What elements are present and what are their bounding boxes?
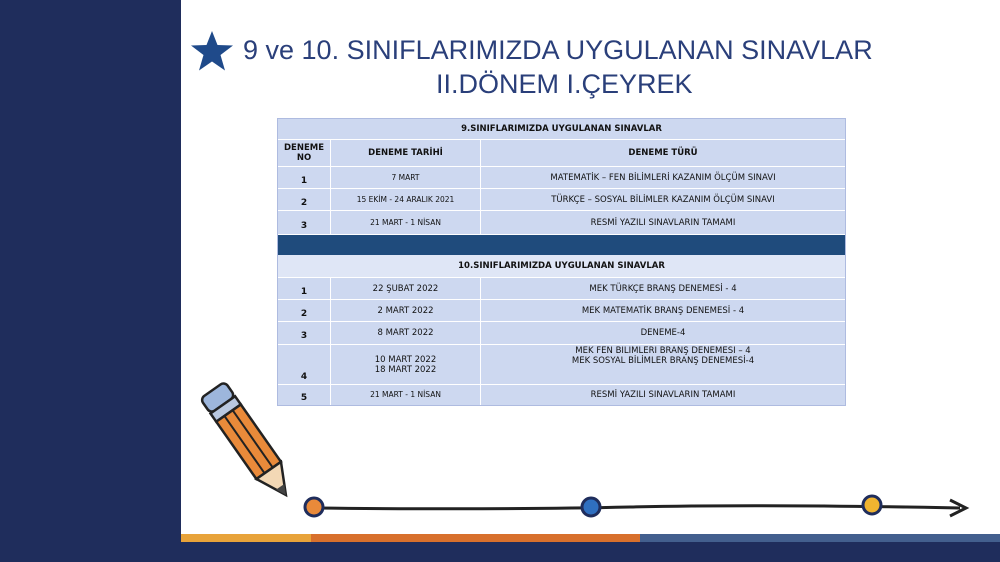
- table-row: [278, 385, 845, 405]
- row-no: 3: [278, 211, 331, 234]
- table-row: [278, 167, 845, 189]
- section10-title-row: [278, 255, 845, 278]
- table-row: [278, 211, 845, 235]
- exam-table: [277, 118, 846, 406]
- row-type: MEK TÜRKÇE BRANŞ DENEMESİ - 4: [589, 283, 737, 294]
- row-date: 8 MART 2022: [331, 322, 481, 344]
- row-no: 3: [278, 322, 331, 344]
- row-date: 21 MART - 1 NİSAN: [331, 211, 481, 234]
- row-date-line2: 18 MART 2022: [374, 364, 437, 375]
- section9-title: 9.SINIFLARIMIZDA UYGULANAN SINAVLAR: [461, 124, 662, 134]
- section9-title-row: [278, 119, 845, 140]
- section10-title: 10.SINIFLARIMIZDA UYGULANAN SINAVLAR: [458, 261, 665, 271]
- header-type: DENEME TÜRÜ: [628, 148, 698, 158]
- table-row: [278, 278, 845, 300]
- header-date: DENEME TARİHİ: [331, 140, 481, 166]
- table-row: [278, 300, 845, 322]
- section-separator: [278, 235, 845, 255]
- row-type: RESMİ YAZILI SINAVLARIN TAMAMI: [590, 390, 736, 400]
- left-sidebar: [0, 0, 181, 562]
- row-date: 2 MART 2022: [331, 300, 481, 321]
- star-icon: [190, 30, 234, 72]
- row-date: 22 ŞUBAT 2022: [331, 278, 481, 299]
- row-no: 1: [278, 278, 331, 299]
- row-type-line1: MEK FEN BILIMLERI BRANŞ DENEMESI – 4: [575, 346, 751, 356]
- row-type: DENEME-4: [640, 328, 686, 338]
- bottom-color-bar: [181, 534, 1000, 562]
- row-no: 5: [278, 385, 331, 405]
- row-type-line2: MEK SOSYAL BİLİMLER BRANŞ DENEMESİ-4: [571, 356, 755, 366]
- row-type: TÜRKÇE – SOSYAL BİLİMLER KAZANIM ÖLÇÜM SINAVI: [551, 194, 775, 205]
- row-no: 4: [278, 345, 331, 384]
- table-row: [278, 345, 845, 385]
- row-date: [331, 345, 481, 384]
- row-type: [481, 345, 845, 384]
- row-type: RESMİ YAZILI SINAVLARIN TAMAMI: [590, 217, 736, 228]
- header-no-line2: NO: [296, 153, 312, 163]
- timeline-arrow: [300, 490, 980, 530]
- row-date: 21 MART - 1 NİSAN: [331, 385, 481, 405]
- header-no-line1: DENEME: [283, 143, 325, 153]
- row-date: 7 MART: [331, 167, 481, 188]
- row-date: 15 EKİM - 24 ARALIK 2021: [331, 189, 481, 210]
- table-row: [278, 189, 845, 211]
- row-no: 2: [278, 189, 331, 210]
- row-no: 1: [278, 167, 331, 188]
- header-row: [278, 140, 845, 167]
- row-type: MATEMATİK – FEN BİLİMLERİ KAZANIM ÖLÇÜM SINAVI: [550, 172, 776, 183]
- header-no: [278, 140, 331, 166]
- title-line-2: II.DÖNEM I.ÇEYREK: [436, 69, 693, 99]
- pencil-icon: [190, 370, 310, 515]
- table-row: [278, 322, 845, 345]
- row-type: MEK MATEMATİK BRANŞ DENEMESİ - 4: [581, 305, 745, 316]
- row-no: 2: [278, 300, 331, 321]
- row-date-line1: 10 MART 2022: [374, 354, 437, 365]
- title-line-1: 9 ve 10. SINIFLARIMIZDA UYGULANAN SINAVLAR: [243, 35, 873, 65]
